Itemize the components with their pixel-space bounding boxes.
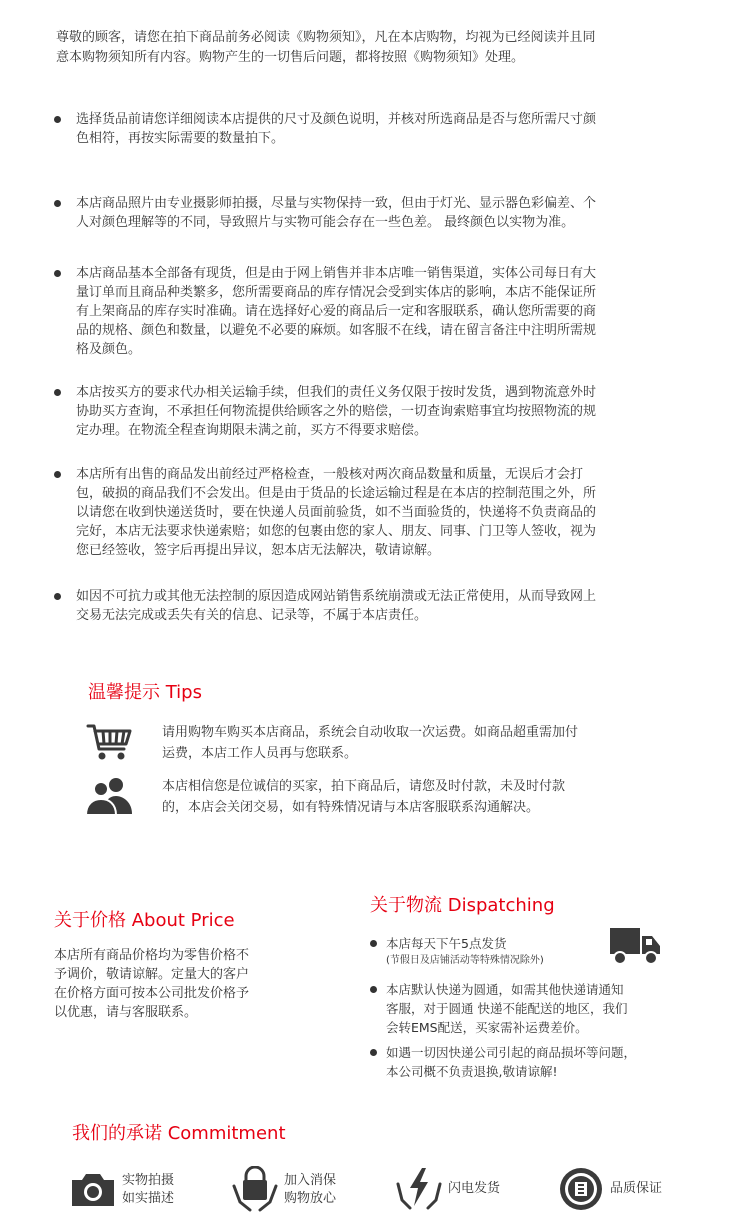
about-price-title: 关于价格 About Price xyxy=(54,910,235,931)
commitment-label: 闪电发货 xyxy=(448,1181,501,1196)
commitment-label: 加入消保 xyxy=(284,1173,337,1188)
intro-line: 尊敬的顾客，请您在拍下商品前务必阅读《购物须知》，凡在本店购物，均视为已经阅读并且同 xyxy=(56,30,596,45)
dispatch-item xyxy=(370,980,700,1037)
notice-line: 量订单而且商品种类繁多，您所需要商品的库存情况会受到实体店的影响，本店不能保证所 xyxy=(76,285,597,300)
bullet-dot xyxy=(370,986,377,993)
intro-line: 意本购物须知所有内容。购物产生的一切售后问题，都将按照《购物须知》处理。 xyxy=(56,50,525,65)
about-price-text xyxy=(54,946,294,1022)
notice-item xyxy=(54,194,694,232)
camera-icon xyxy=(70,1166,116,1212)
users-icon xyxy=(86,776,134,816)
notice-item xyxy=(54,264,694,359)
bullet-dot xyxy=(370,940,377,947)
bullet-dot xyxy=(54,116,61,123)
dispatch-line: 客服，对于圆通 快递不能配送的地区，我们 xyxy=(386,1001,628,1016)
quality-seal-icon xyxy=(558,1166,604,1212)
shopping-cart-icon xyxy=(86,722,134,762)
notice-line: 您已经签收，签字后再提出异议，恕本店无法解决，敬请谅解。 xyxy=(76,543,441,558)
dispatch-subnote: (节假日及店铺活动等特殊情况除外) xyxy=(386,955,544,966)
dispatch-line: 会转EMS配送，买家需补运费差价。 xyxy=(386,1020,588,1035)
commitment-label: 品质保证 xyxy=(610,1181,663,1196)
dispatching-title: 关于物流 Dispatching xyxy=(370,895,555,916)
tips-title: 温馨提示 Tips xyxy=(88,682,202,703)
notice-line: 交易无法完成或丢失有关的信息、记录等，不属于本店责任。 xyxy=(76,608,428,623)
tip-line: 运费，本店工作人员再与您联系。 xyxy=(162,746,358,761)
notice-line: 以请您在收到快递送货时，要在快递人员面前验货，如不当面验货的，快递将不负责商品的 xyxy=(76,505,597,520)
notice-line: 有上架商品的库存实时准确。请在选择好心爱的商品后一定和客服联系，确认您所需要的商 xyxy=(76,304,597,319)
notice-item xyxy=(54,465,694,560)
notice-line: 协助买方查询，不承担任何物流提供给顾客之外的赔偿，一切查询索赔事宜均按照物流的规 xyxy=(76,404,597,419)
dispatch-item xyxy=(370,1043,700,1081)
dispatch-line: 本店默认快递为圆通，如需其他快递请通知 xyxy=(386,982,624,997)
bullet-dot xyxy=(370,1049,377,1056)
notice-line: 定办理。在物流全程查询期限未满之前，买方不得要求赔偿。 xyxy=(76,423,428,438)
notice-line: 格及颜色。 xyxy=(76,342,142,357)
dispatch-line: 如遇一切因快递公司引起的商品损坏等问题， xyxy=(386,1045,637,1060)
commitment-label: 实物拍摄 xyxy=(122,1173,175,1188)
lightning-hands-icon xyxy=(396,1166,442,1212)
notice-line: 完好，本店无法要求快递索赔；如您的包裹由您的家人、朋友、同事、门卫等人签收，视为 xyxy=(76,524,597,539)
bullet-dot xyxy=(54,389,61,396)
notice-line: 包，破损的商品我们不会发出。但是由于货品的长途运输过程是在本店的控制范围之外，所 xyxy=(76,486,597,501)
notice-line: 本店商品照片由专业摄影师拍摄，尽量与实物保持一致，但由于灯光、显示器色彩偏差、个 xyxy=(76,196,597,211)
notice-line: 品的规格、颜色和数量，以避免不必要的麻烦。如客服不在线，请在留言备注中注明所需规 xyxy=(76,323,597,338)
dispatch-line: 本公司概不负责退换,敬请谅解! xyxy=(386,1064,558,1079)
dispatch-item xyxy=(370,934,700,968)
notice-line: 本店按买方的要求代办相关运输手续，但我们的责任义务仅限于按时发货，遇到物流意外时 xyxy=(76,385,597,400)
bullet-dot xyxy=(54,270,61,277)
price-line: 予调价，敬请谅解。定量大的客户 xyxy=(54,967,250,982)
commitment-title: 我们的承诺 Commitment xyxy=(72,1123,286,1144)
notice-line: 选择货品前请您详细阅读本店提供的尺寸及颜色说明，并核对所选商品是否与您所需尺寸颜 xyxy=(76,112,597,127)
tip-line: 请用购物车购买本店商品，系统会自动收取一次运费。如商品超重需加付 xyxy=(162,725,579,740)
notice-line: 如因不可抗力或其他无法控制的原因造成网站销售系统崩溃或无法正常使用，从而导致网上 xyxy=(76,589,597,604)
bullet-dot xyxy=(54,471,61,478)
tip-line: 本店相信您是位诚信的买家，拍下商品后，请您及时付款，未及时付款 xyxy=(162,779,566,794)
notice-line: 色相符，再按实际需要的数量拍下。 xyxy=(76,131,285,146)
commitment-label: 如实描述 xyxy=(122,1191,175,1206)
price-line: 在价格方面可按本公司批发价格予 xyxy=(54,986,250,1001)
price-line: 本店所有商品价格均为零售价格不 xyxy=(54,948,250,963)
intro-paragraph xyxy=(56,28,696,68)
notice-line: 人对颜色理解等的不同，导致照片与实物可能会存在一些色差。 最终颜色以实物为准。 xyxy=(76,215,575,230)
dispatch-line: 本店每天下午5点发货 xyxy=(386,936,507,951)
notice-line: 本店所有出售的商品发出前经过严格检查，一般核对两次商品数量和质量，无误后才会打 xyxy=(76,467,584,482)
price-line: 以优惠，请与客服联系。 xyxy=(54,1005,198,1020)
notice-item xyxy=(54,587,694,625)
tip-line: 的，本店会关闭交易，如有特殊情况请与本店客服联系沟通解决。 xyxy=(162,800,540,815)
commitment-label: 购物放心 xyxy=(284,1191,337,1206)
notice-item xyxy=(54,383,694,440)
notice-line: 本店商品基本全部备有现货，但是由于网上销售并非本店唯一销售渠道，实体公司每日有大 xyxy=(76,266,597,281)
shopping-bag-hands-icon xyxy=(232,1166,278,1212)
notice-item xyxy=(54,110,694,148)
bullet-dot xyxy=(54,593,61,600)
bullet-dot xyxy=(54,200,61,207)
